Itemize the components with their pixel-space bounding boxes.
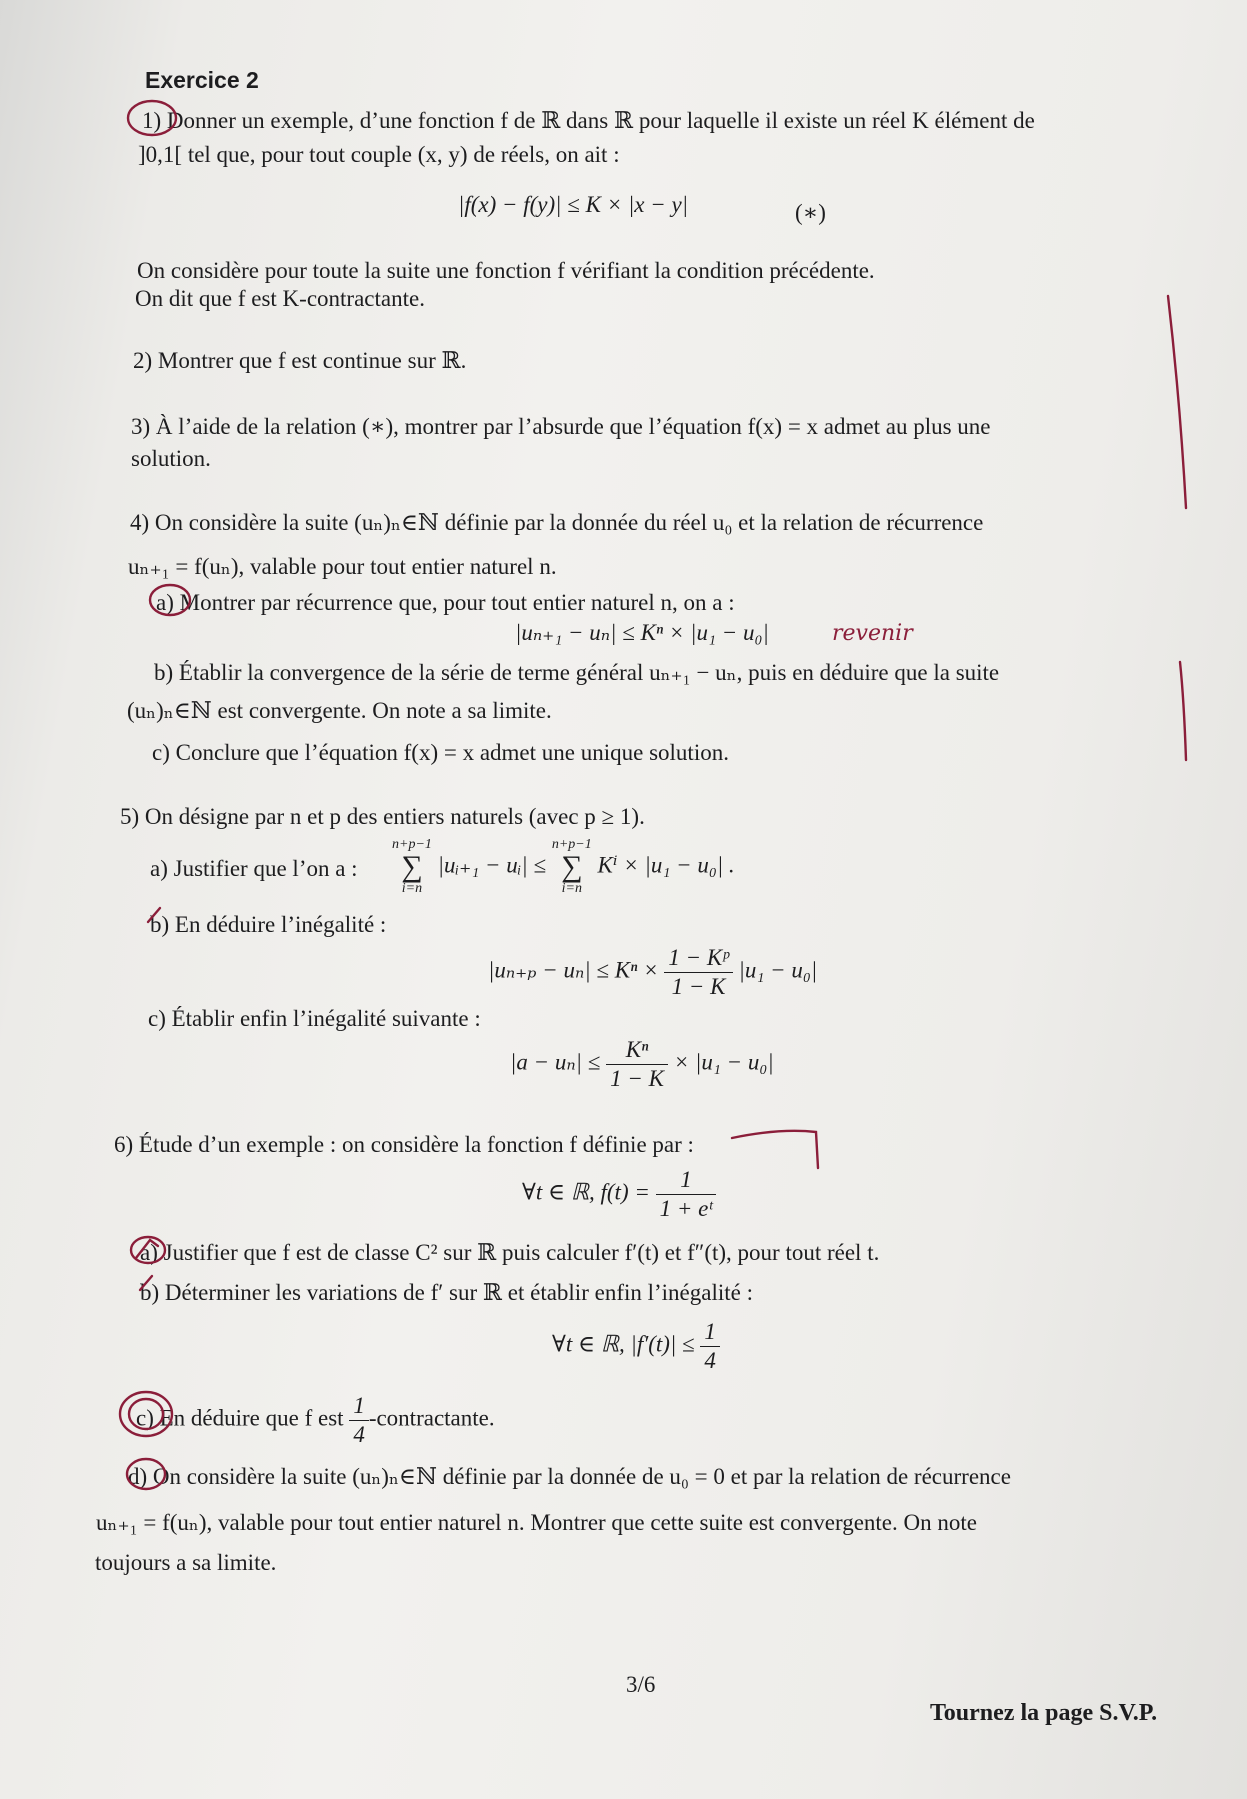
q6d-label: d): [128, 1464, 148, 1489]
q6-def-fraction: $\frac{1}{\text{1 + eᵗ}}$: [656, 1166, 717, 1222]
q4b-line2: (uₙ)ₙ∈ℕ est convergente. On note a sa limite.: [127, 698, 552, 723]
q6d-line3: toujours a sa limite.: [95, 1550, 277, 1575]
q4a-text: Montrer par récurrence que, pour tout entier naturel n, on a :: [179, 590, 735, 615]
q5c-fraction: $\frac{\text{Kⁿ}}{1 - K}$: [606, 1036, 668, 1092]
q5a-sum-1: n+p−1 ∑ i=n: [392, 837, 432, 896]
q5-intro: 5) On désigne par n et p des entiers naturels (avec p ≥ 1).: [120, 804, 645, 829]
q6d-text-1: On considère la suite (uₙ)ₙ∈ℕ définie par la donnée de u₀ = 0 et par la relation de récurrence: [152, 1464, 1011, 1489]
q4a-line: [156, 586, 735, 619]
q5a-sum-2: n+p−1 ∑ i=n: [551, 837, 592, 896]
q5b-label: b): [150, 912, 170, 937]
q4-line2: uₙ₊₁ = f(uₙ), valable pour tout entier naturel n.: [128, 554, 557, 579]
q5b-lhs: |uₙ₊ₚ − uₙ| ≤ Kⁿ ×: [488, 957, 659, 983]
q4b-line1: b) Établir la convergence de la série de terme général uₙ₊₁ − uₙ, puis en déduire que la suite: [154, 660, 1000, 685]
q5b-fraction: $\frac{\text{1 − Kᵖ}}{1 - K}$: [664, 944, 732, 1000]
q1-equation: |f(x) − f(y)| ≤ K × |x − y|: [458, 192, 689, 217]
q6b-fraction: $\frac{1}{4}$: [700, 1318, 720, 1374]
q5a-text: a) Justifier que l’on a :: [150, 856, 358, 881]
q6c-fraction: $\frac{1}{4}$: [349, 1392, 369, 1448]
exercise-title: Exercice 2: [145, 67, 259, 93]
q6d-line2: uₙ₊₁ = f(uₙ), valable pour tout entier naturel n. Montrer que cette suite est convergente. On note: [96, 1510, 977, 1535]
scribble-note: revenir: [832, 621, 913, 646]
q6d-line1: [128, 1460, 1011, 1493]
q6c-label: c): [136, 1405, 154, 1431]
q6b-lhs: ∀t ∈ ℝ, |f′(t)| ≤: [552, 1331, 695, 1357]
q5c-equation: [510, 1036, 774, 1092]
q1-line2: ]0,1[ tel que, pour tout couple (x, y) de réels, on ait :: [138, 142, 620, 167]
q6b-text: Déterminer les variations de f′ sur ℝ et établir enfin l’inégalité :: [164, 1280, 753, 1305]
q6-definition: [522, 1166, 716, 1222]
q6b-equation: [552, 1318, 720, 1374]
q1-label: 1): [142, 108, 162, 133]
margin-bar-2-icon: [1180, 662, 1186, 760]
q5b-equation: [488, 944, 817, 1000]
q5a-term-1: |uᵢ₊₁ − uᵢ| ≤: [437, 852, 547, 878]
q4a-label: a): [156, 590, 174, 615]
intro-line2: On dit que f est K-contractante.: [135, 286, 425, 311]
q4c-text: c) Conclure que l’équation f(x) = x admet une unique solution.: [152, 740, 729, 765]
q4a-equation: |uₙ₊₁ − uₙ| ≤ Kⁿ × |u₁ − u₀|: [515, 620, 769, 645]
q5c-lhs: |a − uₙ| ≤: [510, 1049, 601, 1075]
page-number: 3/6: [626, 1672, 656, 1697]
q3-line2: solution.: [131, 446, 211, 471]
q6a-label: a): [140, 1240, 158, 1265]
q5a-equation: [392, 838, 735, 896]
q6a-text: Justifier que f est de classe C² sur ℝ puis calculer f′(t) et f″(t), pour tout réel t.: [163, 1240, 880, 1265]
q5b-line: [150, 908, 386, 941]
q6-def-lhs: ∀t ∈ ℝ, f(t) =: [522, 1179, 650, 1205]
q3-line1: 3) À l’aide de la relation (∗), montrer par l’absurde que l’équation f(x) = x admet au plus une: [131, 414, 991, 439]
q6a-line: [140, 1236, 879, 1269]
q6-intro: 6) Étude d’un exemple : on considère la fonction f définie par :: [114, 1132, 694, 1157]
q1-line1: [142, 104, 1132, 137]
margin-bar-1-icon: [1168, 296, 1186, 508]
q4-line1: 4) On considère la suite (uₙ)ₙ∈ℕ définie par la donnée du réel u₀ et la relation de récurrence: [130, 510, 984, 535]
q1-equation-tag: (∗): [795, 200, 826, 225]
q5b-text: En déduire l’inégalité :: [174, 912, 387, 937]
q6c-text-1: En déduire que f est: [159, 1405, 344, 1431]
q5b-rhs: |u₁ − u₀|: [738, 957, 818, 983]
q5c-text: c) Établir enfin l’inégalité suivante :: [148, 1006, 481, 1031]
q2-text: 2) Montrer que f est continue sur ℝ.: [133, 348, 467, 373]
q5a-term-2: Kⁱ × |u₁ − u₀| .: [597, 852, 735, 878]
intro-line1: On considère pour toute la suite une fonction f vérifiant la condition précédente.: [137, 258, 875, 283]
corner-mark-icon: [732, 1131, 818, 1168]
q1-text-1: Donner un exemple, d’une fonction f de ℝ dans ℝ pour laquelle il existe un réel K élément de: [166, 108, 1035, 133]
q6b-line: [140, 1276, 753, 1309]
q6b-label: b): [140, 1280, 160, 1305]
q5c-rhs: × |u₁ − u₀|: [673, 1049, 774, 1075]
footer-note: Tournez la page S.V.P.: [930, 1700, 1158, 1726]
q6c-line: [136, 1392, 495, 1448]
q6c-text-2: -contractante.: [368, 1405, 495, 1431]
